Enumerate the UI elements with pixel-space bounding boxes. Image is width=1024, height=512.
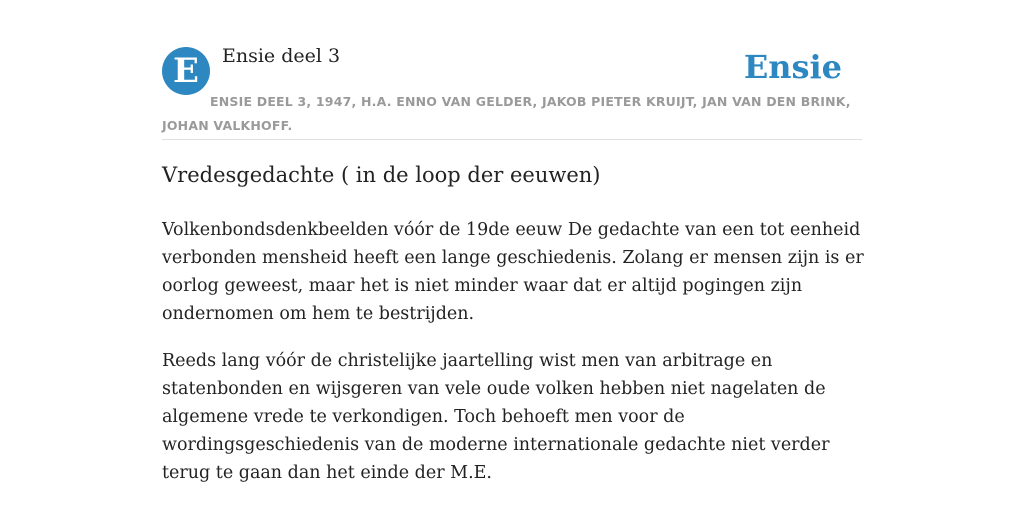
article-title: Vredesgedachte ( in de loop der eeuwen) [162, 163, 601, 187]
source-avatar: E [162, 47, 210, 95]
divider [162, 139, 862, 140]
source-title: Ensie deel 3 [222, 45, 341, 67]
source-meta-text: ENSIE DEEL 3, 1947, H.A. ENNO VAN GELDER, JAKOB PIETER KRUIJT, JAN VAN DEN BRINK, JOHAN VALKHOFF. [162, 94, 851, 133]
article-paragraph: Reeds lang vóór de christelijke jaartelling wist men van arbitrage en statenbonden en wijsgeren van vele oude volken hebben niet nagelaten de algemene vrede te verkondigen. Toch behoeft men voor de wordingsgeschiedenis van de moderne internationale gedachte niet verder terug te gaan dan het einde der M.E. [162, 351, 830, 483]
brand-logo[interactable]: Ensie [743, 48, 842, 86]
article-paragraph: Volkenbondsdenkbeelden vóór de 19de eeuw De gedachte van een tot eenheid verbonden mensheid heeft een lange geschiedenis. Zolang er mensen zijn is er oorlog geweest, maar het is niet minder waar dat er altijd pogingen zijn ondernomen om hem te bestrijden. [162, 220, 864, 324]
source-meta [162, 90, 862, 138]
